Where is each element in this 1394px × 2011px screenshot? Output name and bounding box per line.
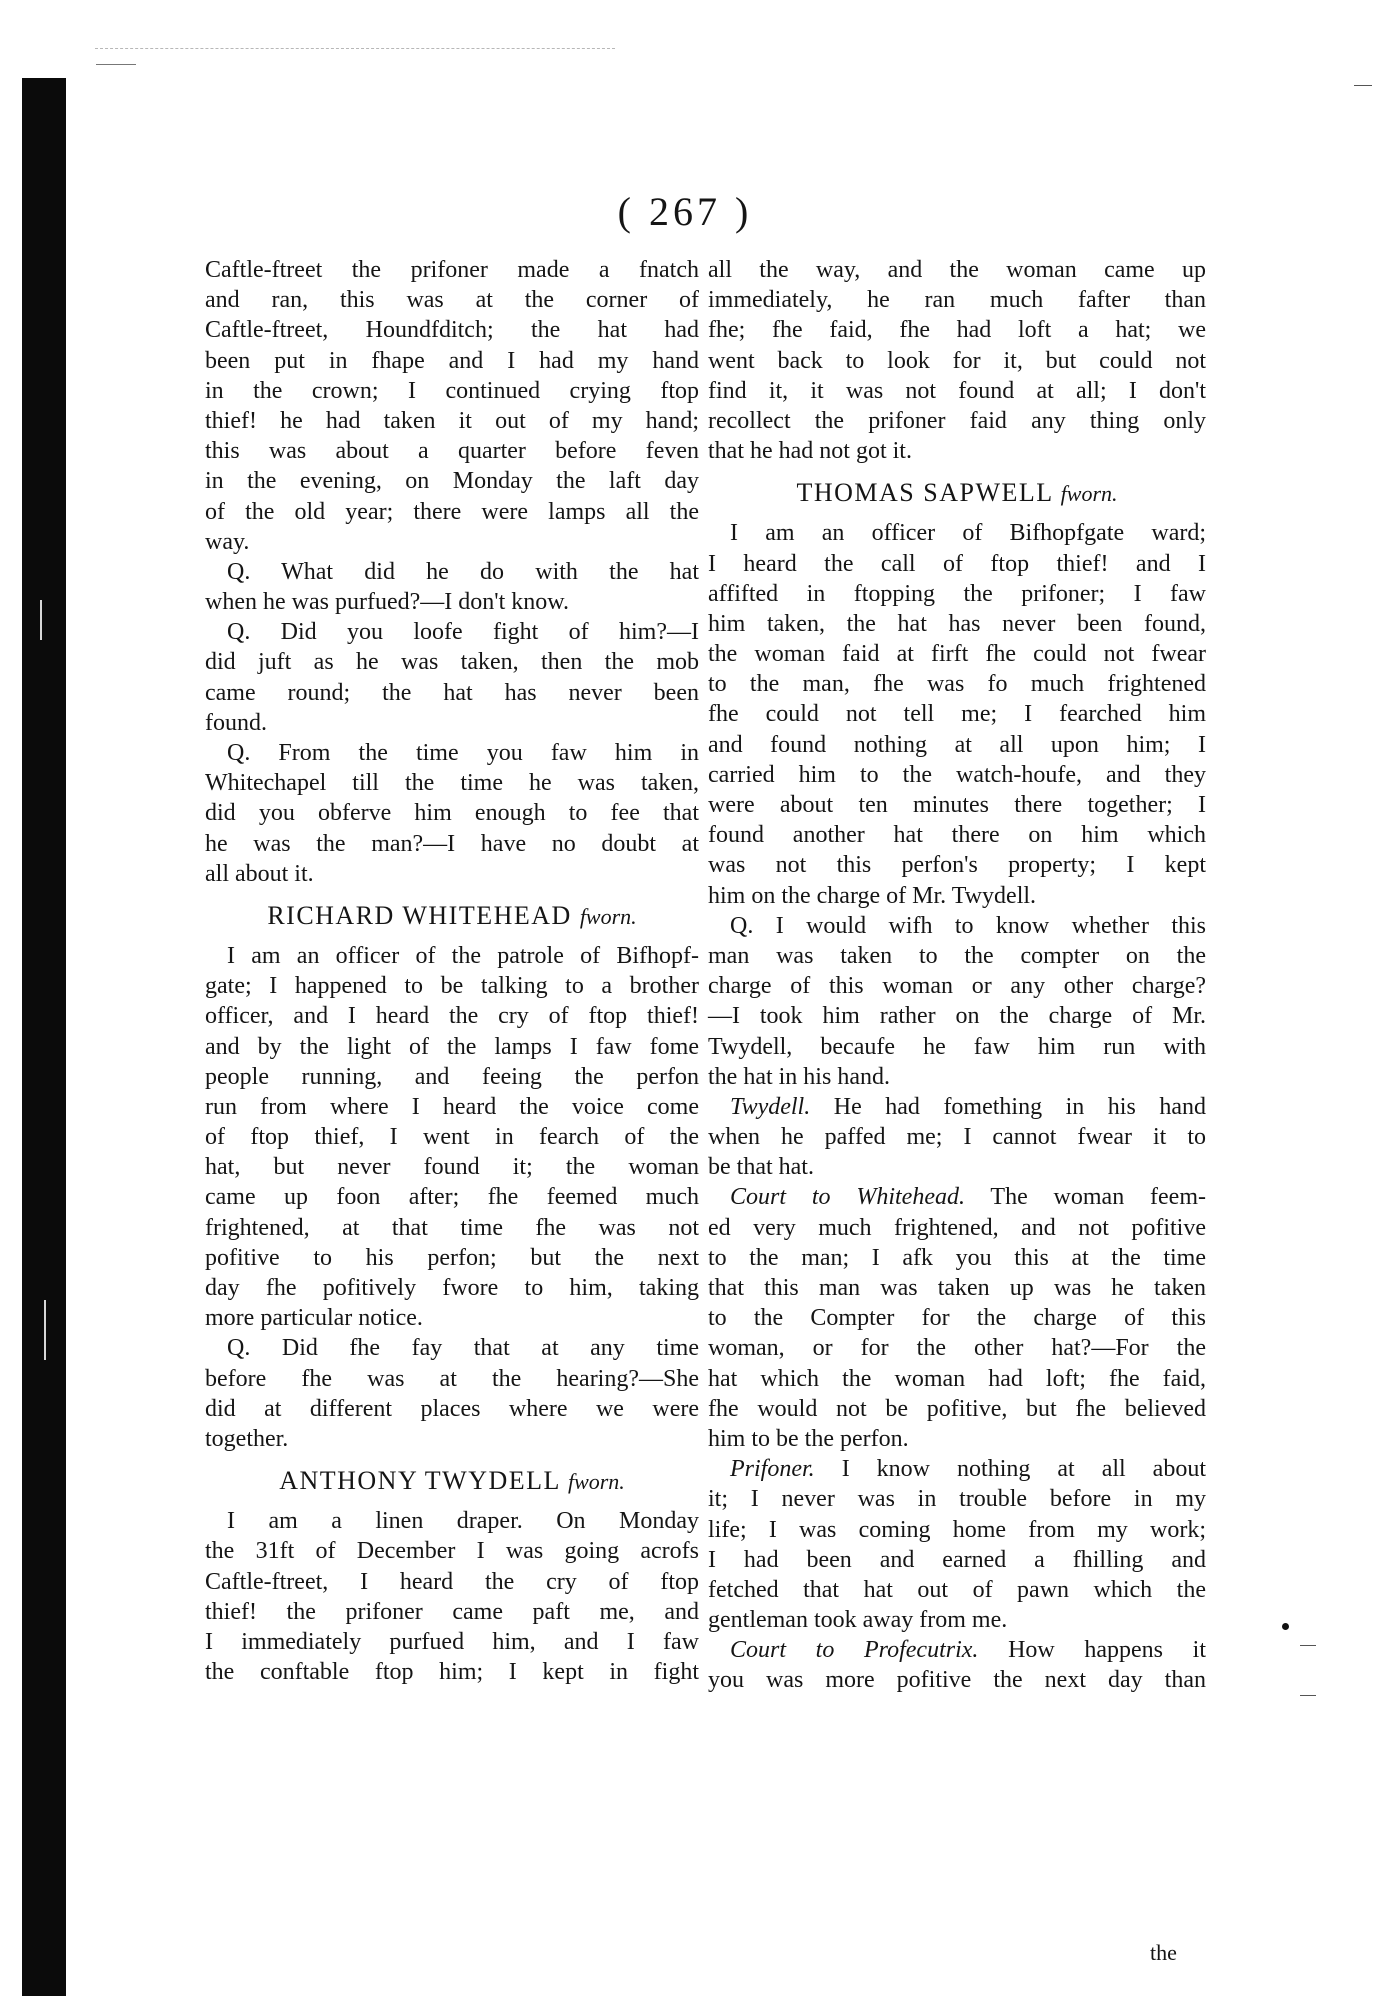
speaker-label: Prifoner. bbox=[730, 1456, 815, 1483]
text-line: were about ten minutes there together; I bbox=[708, 792, 1206, 818]
sworn-label: fworn. bbox=[1060, 481, 1118, 507]
text-line: recollect the prifoner faid any thing only bbox=[708, 407, 1206, 434]
text-line: when he was purfued?—I don't know. bbox=[205, 589, 570, 616]
text-line: —I took him rather on the charge of Mr. bbox=[708, 1003, 1206, 1030]
text-line: Q. Did fhe fay that at any time bbox=[227, 1335, 699, 1362]
text-line: officer, and I heard the cry of ftop thief! bbox=[205, 1003, 699, 1030]
text-line: in the crown; I continued crying ftop bbox=[205, 377, 699, 404]
text-line: Whitechapel till the time he was taken, bbox=[205, 770, 699, 797]
text-line: fetched that hat out of pawn which the bbox=[708, 1576, 1206, 1603]
text-line: life; I was coming home from my work; bbox=[708, 1516, 1206, 1543]
binding-speck bbox=[40, 600, 42, 640]
text-line: I am an officer of Bifhopfgate ward; bbox=[730, 520, 1206, 547]
text-line: that this man was taken up was he taken bbox=[708, 1275, 1206, 1301]
text-line: came up foon after; fhe feemed much bbox=[205, 1184, 699, 1211]
scan-noise bbox=[95, 48, 615, 50]
text-line: that he had not got it. bbox=[708, 438, 912, 465]
witness-heading bbox=[205, 1464, 699, 1498]
witness-name: RICHARD WHITEHEAD bbox=[267, 900, 572, 930]
text-line: I had been and earned a fhilling and bbox=[708, 1546, 1206, 1573]
text-line: did at different places where we were bbox=[205, 1395, 699, 1422]
scan-mark bbox=[1300, 1695, 1316, 1696]
text-line bbox=[708, 1092, 1206, 1122]
right-column bbox=[708, 255, 1206, 1696]
text-line: did you obferve him enough to fee that bbox=[205, 800, 699, 827]
text-line: pofitive to his perfon; but the next bbox=[205, 1244, 699, 1271]
text-line: more particular notice. bbox=[205, 1305, 423, 1332]
text-line: I am a linen draper. On Monday bbox=[227, 1508, 699, 1535]
text-line: found another hat there on him which bbox=[708, 822, 1206, 849]
text-line: to the man, fhe was fo much frightened bbox=[708, 671, 1206, 698]
text-line: you was more pofitive the next day than bbox=[708, 1667, 1206, 1694]
text-line: he was the man?—I have no doubt at bbox=[205, 830, 699, 857]
witness-heading bbox=[708, 476, 1206, 510]
text-line: Q. From the time you faw him in bbox=[227, 740, 699, 766]
text-line: together. bbox=[205, 1425, 289, 1452]
catchword: the bbox=[1150, 1940, 1177, 1965]
text-line: people running, and feeing the perfon bbox=[205, 1063, 699, 1090]
text-line: woman, or for the other hat?—For the bbox=[708, 1335, 1206, 1362]
page-binding-edge bbox=[22, 78, 66, 1996]
text-line: I immediately purfued him, and I faw bbox=[205, 1628, 699, 1655]
text-line: gate; I happened to be talking to a brother bbox=[205, 973, 699, 1000]
text-line: Twydell, becaufe he faw him run with bbox=[708, 1033, 1206, 1060]
line-text: He had fomething in his hand bbox=[833, 1093, 1206, 1120]
text-line: the woman faid at firft fhe could not fwear bbox=[708, 641, 1206, 668]
sworn-label: fworn. bbox=[579, 903, 637, 929]
witness-name: THOMAS SAPWELL bbox=[796, 478, 1053, 508]
text-line: hat which the woman had loft; fhe faid, bbox=[708, 1365, 1206, 1392]
text-line: did juft as he was taken, then the mob bbox=[205, 649, 699, 676]
text-line bbox=[708, 1454, 1206, 1484]
text-line: the conftable ftop him; I kept in fight bbox=[205, 1659, 699, 1686]
witness-name: ANTHONY TWYDELL bbox=[279, 1466, 560, 1496]
text-line: found. bbox=[205, 709, 267, 736]
binding-speck bbox=[44, 1300, 46, 1360]
text-line: ed very much frightened, and not pofitive bbox=[708, 1214, 1206, 1241]
text-line: I am an officer of the patrole of Bifhopf- bbox=[227, 942, 699, 969]
text-line: when he paffed me; I cannot fwear it to bbox=[708, 1124, 1206, 1151]
text-line: it; I never was in trouble before in my bbox=[708, 1486, 1206, 1513]
text-line: Caftle-ftreet, I heard the cry of ftop bbox=[205, 1568, 699, 1595]
text-line: and ran, this was at the corner of bbox=[205, 287, 699, 314]
text-line: Q. Did you loofe fight of him?—I bbox=[227, 619, 699, 646]
line-text: How happens it bbox=[1008, 1637, 1207, 1664]
scan-mark bbox=[1354, 85, 1372, 86]
speaker-label: Court to Profecutrix. bbox=[730, 1637, 979, 1664]
text-line bbox=[708, 1182, 1206, 1212]
text-line: the hat in his hand. bbox=[708, 1063, 890, 1090]
text-line: immediately, he ran much fafter than bbox=[708, 287, 1206, 314]
text-line: Q. I would wifh to know whether this bbox=[730, 912, 1206, 939]
text-line: man was taken to the compter on the bbox=[708, 942, 1206, 969]
text-line: and by the light of the lamps I faw fome bbox=[205, 1033, 699, 1060]
text-line: to the man; I afk you this at the time bbox=[708, 1244, 1206, 1271]
line-text: The woman feem- bbox=[990, 1184, 1206, 1211]
text-line: fhe; fhe faid, fhe had loft a hat; we bbox=[708, 317, 1206, 344]
text-line: be that hat. bbox=[708, 1154, 814, 1181]
text-line: day fhe pofitively fwore to him, taking bbox=[205, 1275, 699, 1301]
text-line: before fhe was at the hearing?—She bbox=[205, 1365, 699, 1392]
text-line: the 31ft of December I was going acrofs bbox=[205, 1538, 699, 1565]
text-line: to the Compter for the charge of this bbox=[708, 1305, 1206, 1332]
text-line: Caftle-ftreet the prifoner made a fnatch bbox=[205, 257, 699, 283]
text-line bbox=[708, 1635, 1206, 1665]
line-text: I know nothing at all about bbox=[841, 1456, 1207, 1483]
text-line: all the way, and the woman came up bbox=[708, 257, 1206, 283]
text-line: charge of this woman or any other charge? bbox=[708, 973, 1206, 1000]
text-line: was not this perfon's property; I kept bbox=[708, 852, 1206, 879]
text-line: and found nothing at all upon him; I bbox=[708, 731, 1206, 758]
text-line: this was about a quarter before feven bbox=[205, 438, 699, 465]
text-line: of ftop thief, I went in fearch of the bbox=[205, 1124, 699, 1151]
text-line: came round; the hat has never been bbox=[205, 679, 699, 706]
scan-noise bbox=[96, 64, 136, 66]
text-line: been put in fhape and I had my hand bbox=[205, 347, 699, 374]
witness-heading bbox=[205, 899, 699, 933]
text-line: find it, it was not found at all; I don't bbox=[708, 377, 1206, 404]
ink-spot bbox=[1282, 1623, 1289, 1630]
text-line: him to be the perfon. bbox=[708, 1425, 909, 1452]
scan-mark bbox=[1300, 1645, 1316, 1646]
text-line: of the old year; there were lamps all the bbox=[205, 498, 699, 525]
text-line: gentleman took away from me. bbox=[708, 1607, 1008, 1634]
text-line: affifted in ftopping the prifoner; I faw bbox=[708, 580, 1206, 607]
text-line: him taken, the hat has never been found, bbox=[708, 610, 1206, 637]
text-line: Q. What did he do with the hat bbox=[227, 558, 699, 585]
text-line: went back to look for it, but could not bbox=[708, 347, 1206, 374]
text-line: fhe could not tell me; I fearched him bbox=[708, 701, 1206, 728]
text-line: thief! he had taken it out of my hand; bbox=[205, 407, 699, 434]
text-line: thief! the prifoner came paft me, and bbox=[205, 1598, 699, 1625]
text-line: frightened, at that time fhe was not bbox=[205, 1214, 699, 1241]
text-line: Caftle-ftreet, Houndfditch; the hat had bbox=[205, 317, 699, 344]
text-line: carried him to the watch-houfe, and they bbox=[708, 761, 1206, 788]
left-column bbox=[205, 255, 699, 1687]
sworn-label: fworn. bbox=[567, 1469, 625, 1495]
text-line: I heard the call of ftop thief! and I bbox=[708, 550, 1206, 577]
text-line: fhe would not be pofitive, but fhe believed bbox=[708, 1395, 1206, 1422]
text-line: him on the charge of Mr. Twydell. bbox=[708, 882, 1037, 909]
text-line: in the evening, on Monday the laft day bbox=[205, 468, 699, 495]
text-line: run from where I heard the voice come bbox=[205, 1093, 699, 1120]
text-line: all about it. bbox=[205, 860, 314, 887]
text-line: hat, but never found it; the woman bbox=[205, 1154, 699, 1181]
page-number: ( 267 ) bbox=[617, 189, 753, 234]
speaker-label: Twydell. bbox=[730, 1093, 811, 1120]
text-line: way. bbox=[205, 528, 250, 555]
speaker-label: Court to Whitehead. bbox=[730, 1184, 965, 1211]
